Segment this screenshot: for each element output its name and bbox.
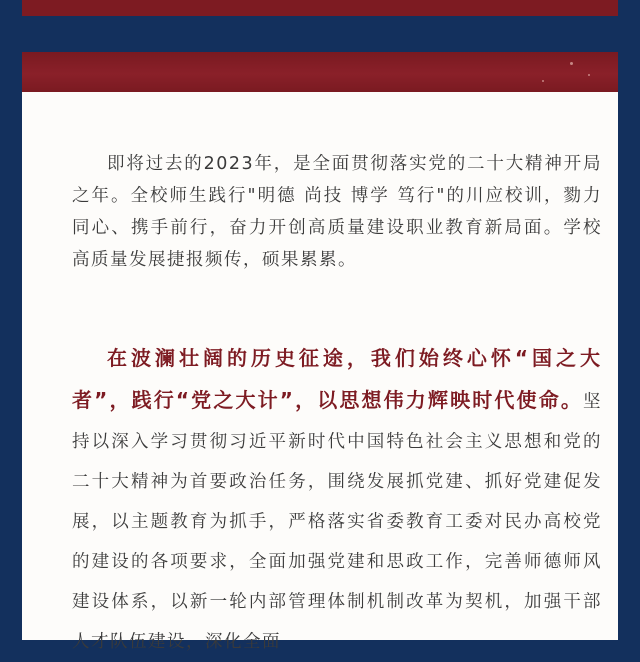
navy-divider-band <box>22 16 618 52</box>
paragraph-body-text: 坚持以深入学习贯彻习近平新时代中国特色社会主义思想和党的二十大精神为首要政治任务，围绕发展抓党建、抓好党建促发展，以主题教育为抓手，严格落实省委教育工委对民办高校党的建设的各项要求，全面加强党建和思政工作，完善师德师风建设体系，以新一轮内部管理体制机制改革为契机，加强干部人才队伍建设，深化全面 <box>72 392 602 652</box>
emphasis-lead-sentence: 在波澜壮阔的历史征途，我们始终心怀“国之大者”，践行“党之大计”，以思想伟力辉映时代使命。 <box>72 346 602 412</box>
decorative-red-banner <box>22 52 618 92</box>
sparkle-decoration <box>570 62 573 65</box>
top-red-band <box>22 0 618 16</box>
intro-paragraph: 即将过去的2023年，是全面贯彻落实党的二十大精神开局之年。全校师生践行"明德 尚技 博学 笃行"的川应校训，勠力同心、携手前行，奋力开创高质量建设职业教育新局面。学校高质量发展捷报频传，硕果累累。 <box>72 154 602 270</box>
article-body <box>22 92 618 652</box>
second-paragraph <box>72 338 602 662</box>
sparkle-decoration <box>588 74 590 76</box>
sparkle-decoration <box>542 80 544 82</box>
